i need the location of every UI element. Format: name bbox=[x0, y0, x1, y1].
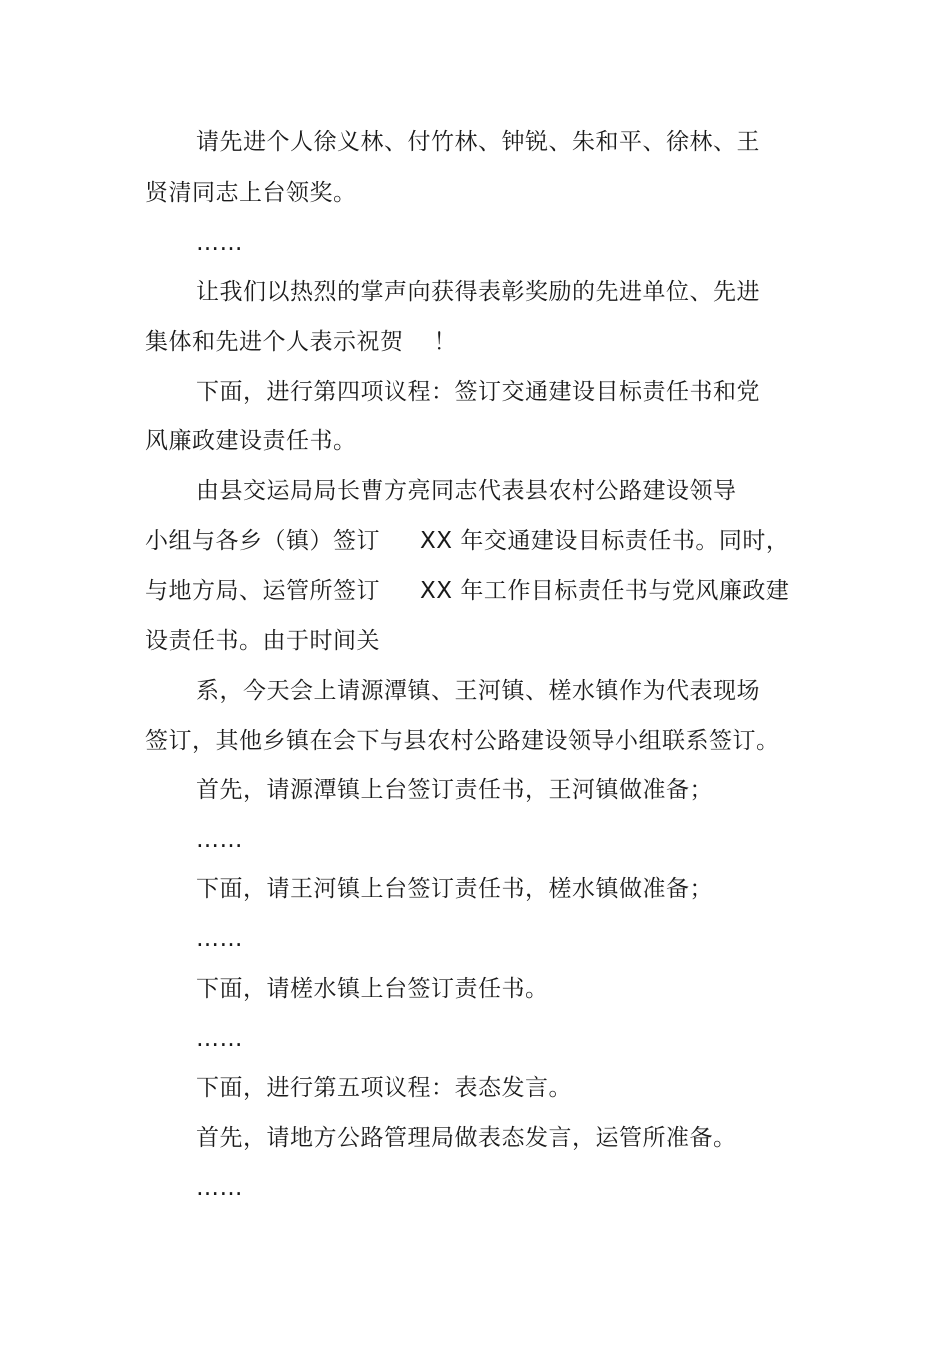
paragraph-line: 首先，请地方公路管理局做表态发言，运管所准备。 bbox=[196, 1125, 737, 1151]
paragraph-line: 让我们以热烈的掌声向获得表彰奖励的先进单位、先进 bbox=[196, 279, 760, 305]
paragraph-line: 贤清同志上台领奖。 bbox=[145, 180, 357, 206]
paragraph-line: 系，今天会上请源潭镇、王河镇、槎水镇作为代表现场 bbox=[196, 678, 760, 704]
paragraph-line bbox=[145, 327, 457, 357]
paragraph-line bbox=[145, 526, 789, 556]
paragraph-line: 下面，请槎水镇上台签订责任书。 bbox=[196, 976, 549, 1002]
ellipsis-line: …… bbox=[196, 827, 243, 853]
ellipsis-line: …… bbox=[196, 230, 243, 256]
ellipsis-line: …… bbox=[196, 1026, 243, 1052]
paragraph-line: 首先，请源潭镇上台签订责任书，王河镇做准备； bbox=[196, 777, 713, 803]
paragraph-line: 下面，进行第四项议程：签订交通建设目标责任书和党 bbox=[196, 379, 760, 405]
paragraph-line: 签订，其他乡镇在会下与县农村公路建设领导小组联系签订。 bbox=[145, 728, 780, 754]
text-segment: XX 年工作目标责任书与党风廉政建 bbox=[420, 578, 790, 604]
text-segment: ！ bbox=[433, 329, 457, 355]
paragraph-line: 请先进个人徐义林、付竹林、钟锐、朱和平、徐林、王 bbox=[196, 129, 760, 155]
paragraph-line: 下面，请王河镇上台签订责任书，槎水镇做准备； bbox=[196, 876, 713, 902]
paragraph-line: 由县交运局局长曹方亮同志代表县农村公路建设领导 bbox=[196, 478, 737, 504]
ellipsis-line: …… bbox=[196, 926, 243, 952]
paragraph-line: 风廉政建设责任书。 bbox=[145, 428, 357, 454]
text-segment: XX 年交通建设目标责任书。同时， bbox=[420, 528, 790, 554]
ellipsis-line: …… bbox=[196, 1175, 243, 1201]
text-segment: 小组与各乡（镇）签订 bbox=[145, 528, 380, 554]
paragraph-line: 设责任书。由于时间关 bbox=[145, 628, 380, 654]
paragraph-line bbox=[145, 576, 789, 606]
text-segment: 与地方局、运管所签订 bbox=[145, 578, 380, 604]
paragraph-line: 下面，进行第五项议程：表态发言。 bbox=[196, 1075, 572, 1101]
text-segment: 集体和先进个人表示祝贺 bbox=[145, 329, 404, 355]
